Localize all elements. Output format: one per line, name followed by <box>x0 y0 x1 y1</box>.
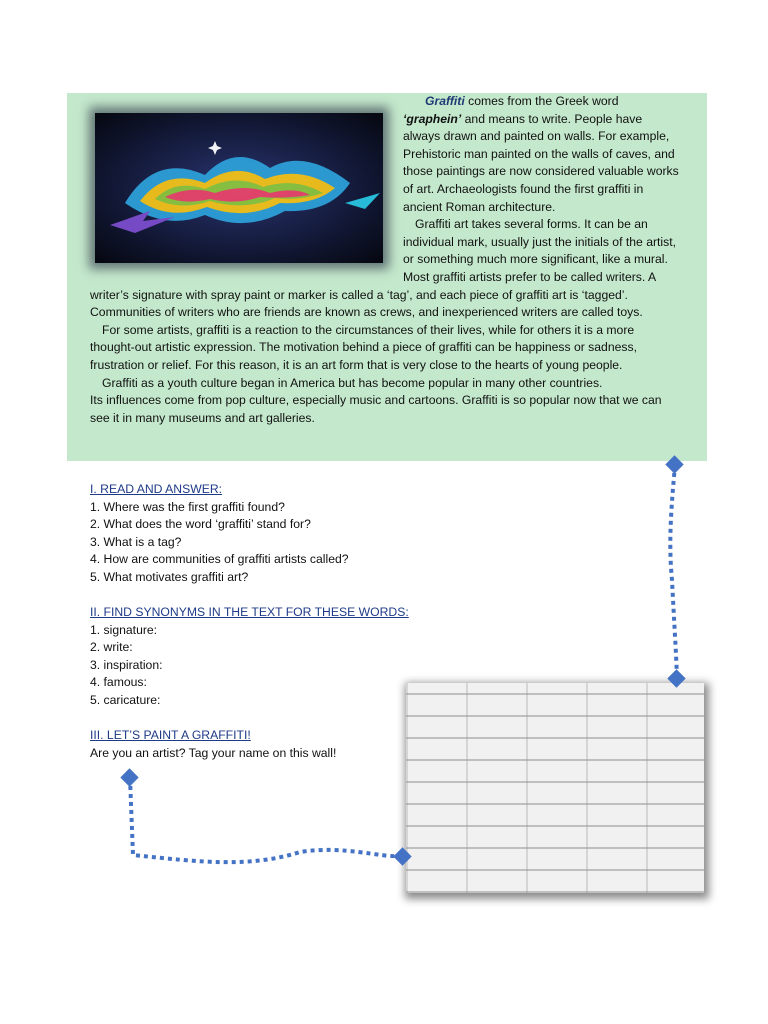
intro-paragraph-1 <box>90 93 680 216</box>
question-item: 4. How are communities of graffiti artists called? <box>90 552 349 567</box>
intro-paragraph-5: Its influences come from pop culture, especially music and cartoons. Graffiti is so popular now that we can see it in many museums and art galleries. <box>90 393 662 425</box>
term-graffiti: Graffiti <box>425 94 465 108</box>
connector-line-bottom-left <box>130 778 402 862</box>
section-paint-graffiti <box>90 727 336 762</box>
paint-graffiti-instruction: Are you an artist? Tag your name on this wall! <box>90 745 337 760</box>
question-item: 5. What motivates graffiti art? <box>90 569 249 584</box>
diamond-marker <box>120 768 138 786</box>
question-item: 3. What is a tag? <box>90 534 182 549</box>
section-find-synonyms <box>90 604 409 710</box>
intro-p4-text: Graffiti as a youth culture began in America but has become popular in many other countries. <box>102 375 603 390</box>
intro-text <box>90 93 680 427</box>
brick-wall-image <box>406 683 704 893</box>
intro-p2-text: Graffiti art takes several forms. It can be an individual mark, usually just the initials of the artist, or something much more significant, like a mural. Most graffiti artists prefer to be called writers. A writer’s signature with spray paint or marker is called a ‘tag’, and each piece of graffiti art is ‘tagged’. Communities of writers who are friends are known as crews, and inexperienced writers are called toys. <box>90 217 676 320</box>
image-float-spacer <box>90 93 403 281</box>
synonym-item: 4. famous: <box>90 675 147 690</box>
intro-p1-text-b: and means to write. People have always drawn and painted on walls. For example, Prehistoric man painted on the walls of caves, and those paintings are now considered valuable works of art. Archaeologists found the first graffiti in ancient Roman architecture. <box>403 111 679 214</box>
synonym-item: 5. caricature: <box>90 692 161 707</box>
intro-paragraph-3 <box>90 322 680 375</box>
intro-p1-text-a: comes from the Greek word <box>464 94 619 108</box>
question-list <box>90 499 349 587</box>
connector-line-top-right <box>670 465 677 678</box>
section-heading-find-synonyms: II. FIND SYNONYMS IN THE TEXT FOR THESE WORDS: <box>90 605 409 619</box>
section-read-and-answer <box>90 481 349 587</box>
section-heading-read-and-answer: I. READ AND ANSWER: <box>90 482 223 496</box>
synonym-item: 1. signature: <box>90 622 158 637</box>
question-item: 1. Where was the first graffiti found? <box>90 499 285 514</box>
question-item: 2. What does the word ‘graffiti’ stand for? <box>90 517 311 532</box>
synonym-item: 3. inspiration: <box>90 657 163 672</box>
synonym-list <box>90 622 409 710</box>
section-heading-paint-graffiti: III. LET’S PAINT A GRAFFITI! <box>90 728 251 742</box>
term-graphein: ‘graphein’ <box>403 111 462 126</box>
synonym-item: 2. write: <box>90 640 133 655</box>
intro-p3-text: For some artists, graffiti is a reaction to the circumstances of their lives, while for others it is a more thought-out artistic expression. The motivation behind a piece of graffiti can be happiness or sadness, frustration or relief. For this reason, it is an art form that is very close to the hearts of young people. <box>90 322 637 372</box>
intro-paragraph-4 <box>90 375 680 393</box>
